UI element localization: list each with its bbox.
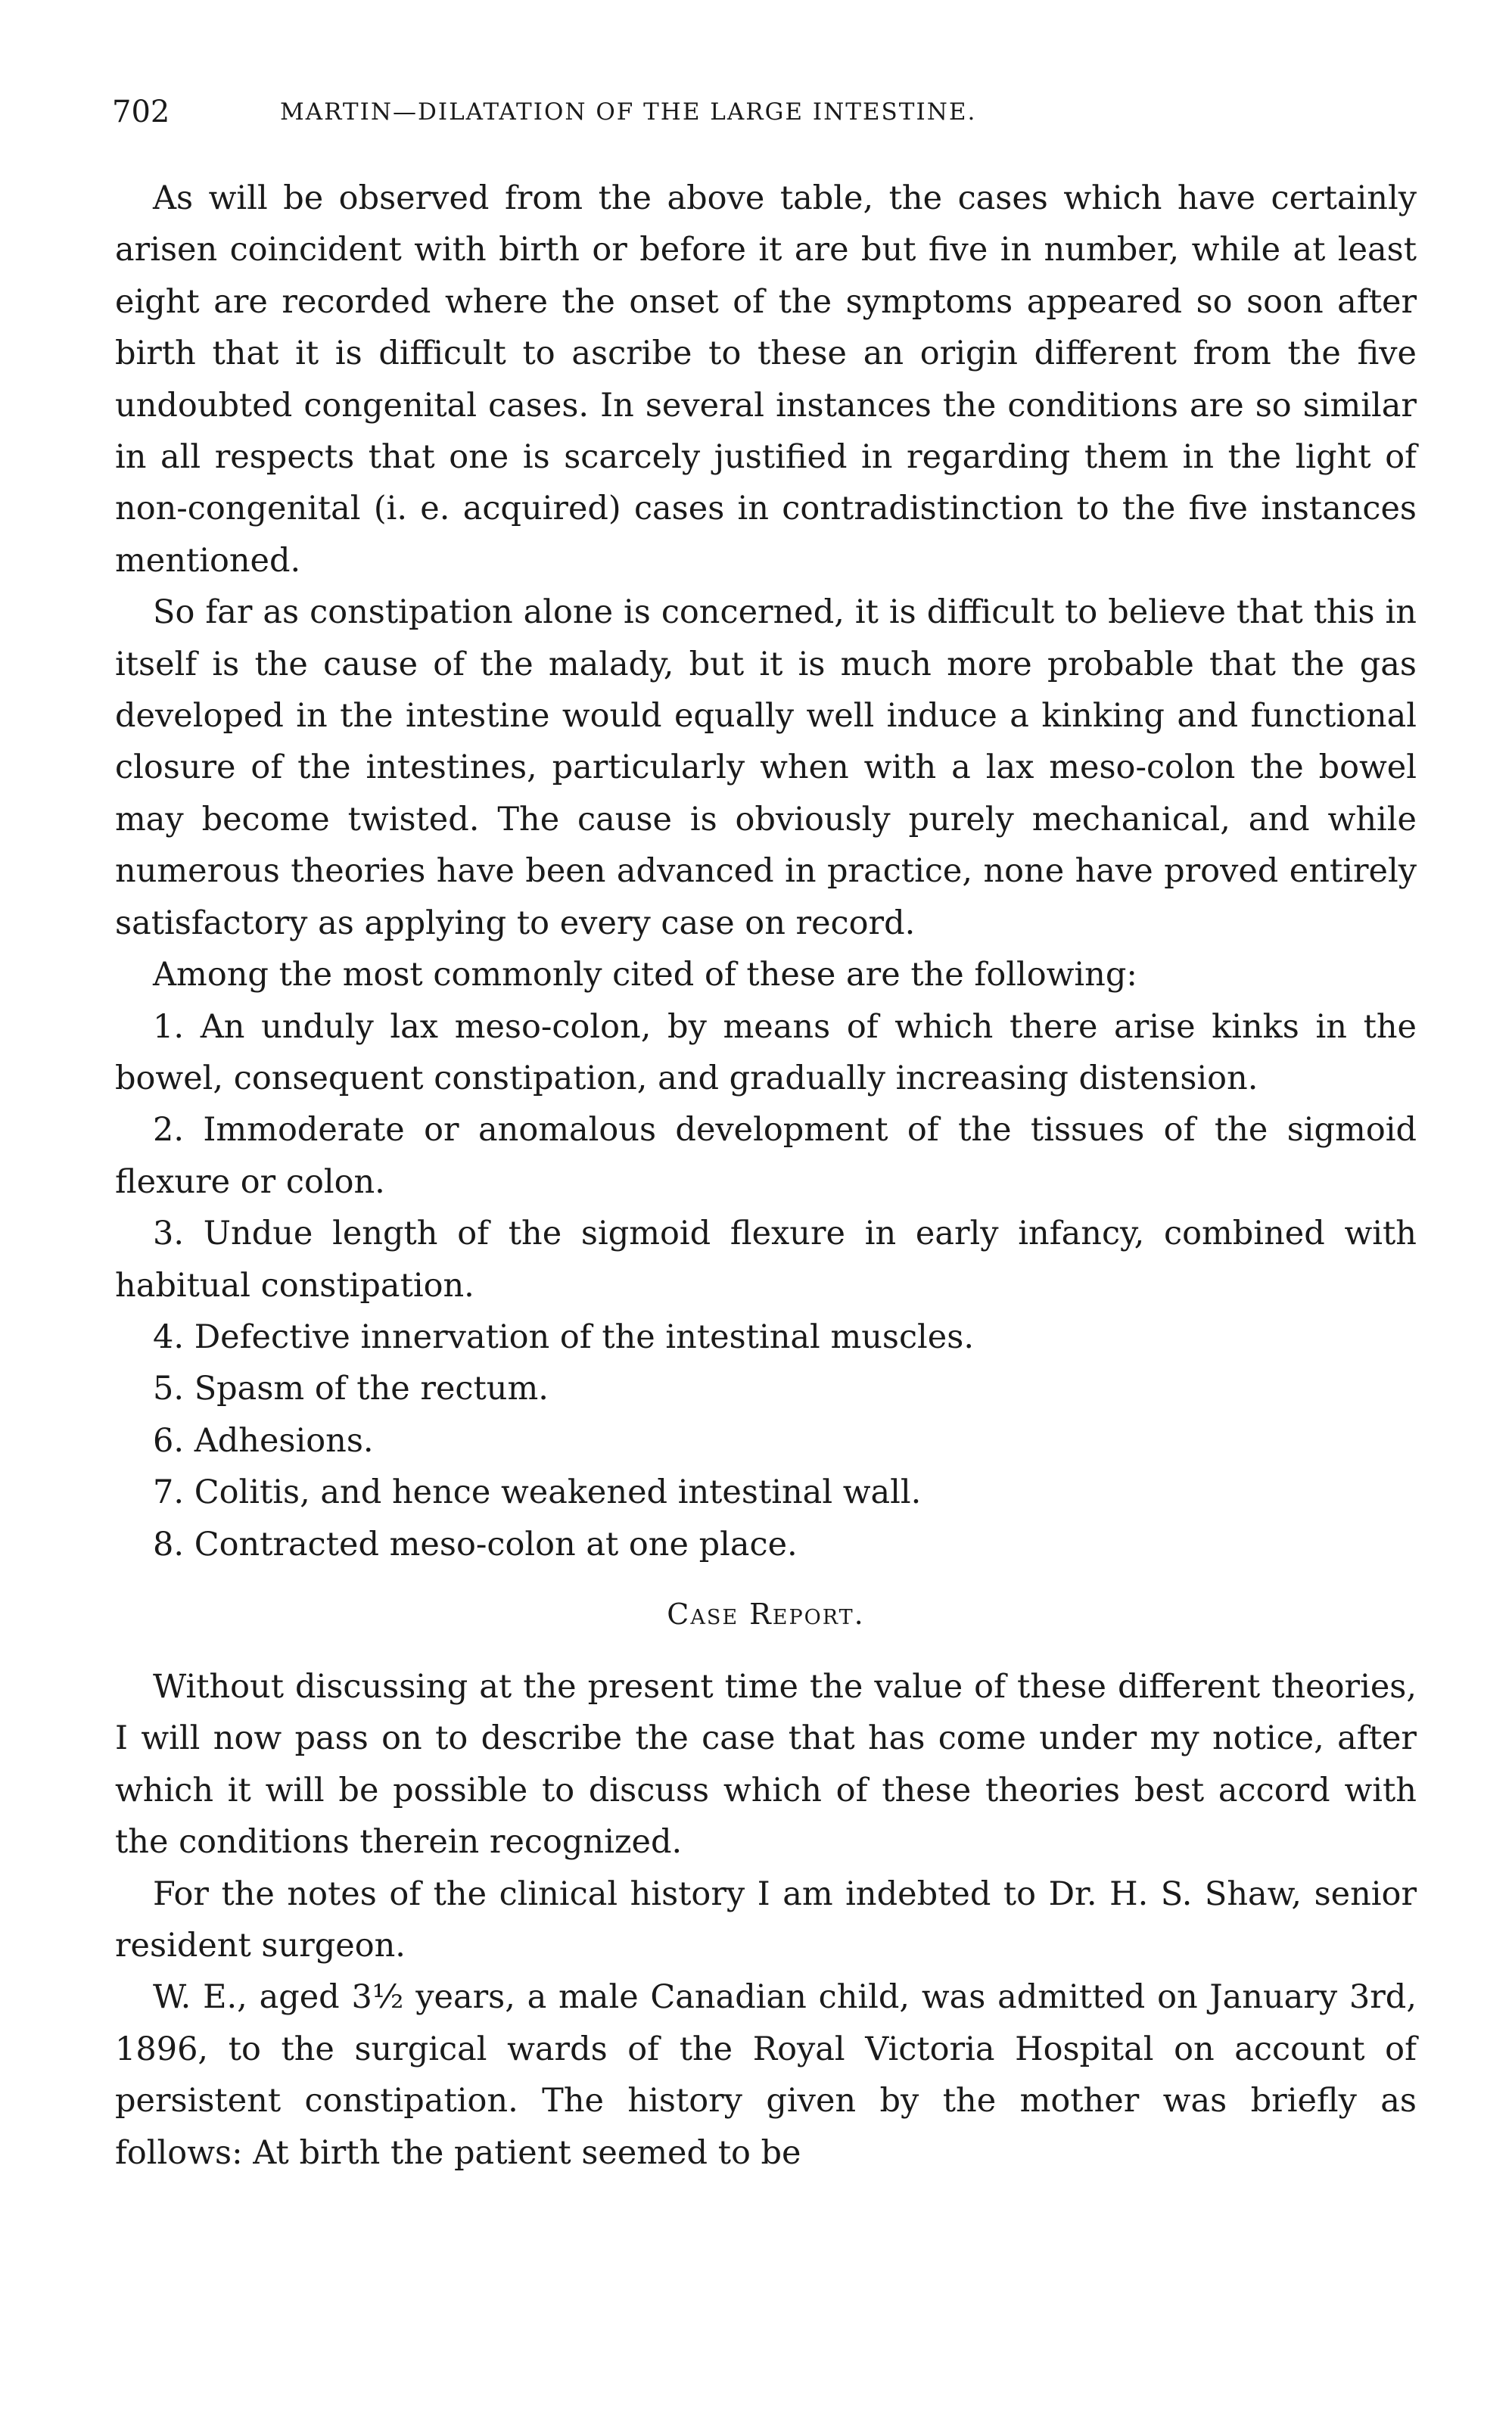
body-text [115, 173, 1417, 2179]
paragraph-congenital-cases: As will be observed from the above table, the cases which have certainly arisen coincident with birth or before it are but five in number, while at least eight are recorded where the onset of the symptoms appeared so soon after birth that it is difficult to ascribe to these an origin different from the five undoubted congenital cases. In several instances the conditions are so similar in all respects that one is scarcely justified in regarding them in the light of non-congenital (i. e. acquired) cases in contradistinction to the five instances mentioned. [115, 179, 1417, 580]
theory-item: 1. An unduly lax meso-colon, by means of which there arise kinks in the bowel, consequent constipation, and gradually increasing distension. [115, 1007, 1417, 1097]
page-header [112, 89, 1436, 135]
page-number: 702 [112, 95, 170, 129]
paragraph-patient-history: W. E., aged 3½ years, a male Canadian child, was admitted on January 3rd, 1896, to the surgical wards of the Royal Victoria Hospital on account of persistent constipation. The history given by the mother was briefly as follows: At birth the patient seemed to be [115, 1978, 1417, 2172]
paragraph-acknowledgement: For the notes of the clinical history I am indebted to Dr. H. S. Shaw, senior resident surgeon. [115, 1875, 1417, 1965]
theory-item: 7. Colitis, and hence weakened intestinal wall. [153, 1473, 922, 1512]
paragraph-constipation-cause: So far as constipation alone is concerned, it is difficult to believe that this in itself is the cause of the malady, but it is much more probable that the gas developed in the intestine would equally well induce a kinking and functional closure of the intestines, particularly when with a lax meso-colon the bowel may become twisted. The cause is obviously purely mechanical, and while numerous theories have been advanced in practice, none have proved entirely satisfactory as applying to every case on record. [115, 593, 1417, 942]
paragraph-case-intro: Without discussing at the present time the value of these different theories, I will now pass on to describe the case that has come under my notice, after which it will be possible to discuss which of these theories best accord with the conditions therein recognized. [115, 1667, 1417, 1862]
section-heading-case-report: Case Report. [667, 1597, 865, 1631]
theories-list [115, 1001, 1417, 1570]
theory-item: 6. Adhesions. [153, 1421, 374, 1460]
theory-item: 5. Spasm of the rectum. [153, 1370, 549, 1408]
running-head: MARTIN—DILATATION OF THE LARGE INTESTINE. [280, 98, 977, 126]
theory-item: 4. Defective innervation of the intestinal muscles. [153, 1318, 974, 1356]
theory-item: 3. Undue length of the sigmoid flexure in early infancy, combined with habitual constipation. [115, 1215, 1417, 1305]
theory-item: 2. Immoderate or anomalous development of the tissues of the sigmoid flexure or colon. [115, 1111, 1417, 1201]
theory-item: 8. Contracted meso-colon at one place. [153, 1525, 798, 1563]
paragraph-theories-intro: Among the most commonly cited of these are the following: [153, 956, 1137, 994]
